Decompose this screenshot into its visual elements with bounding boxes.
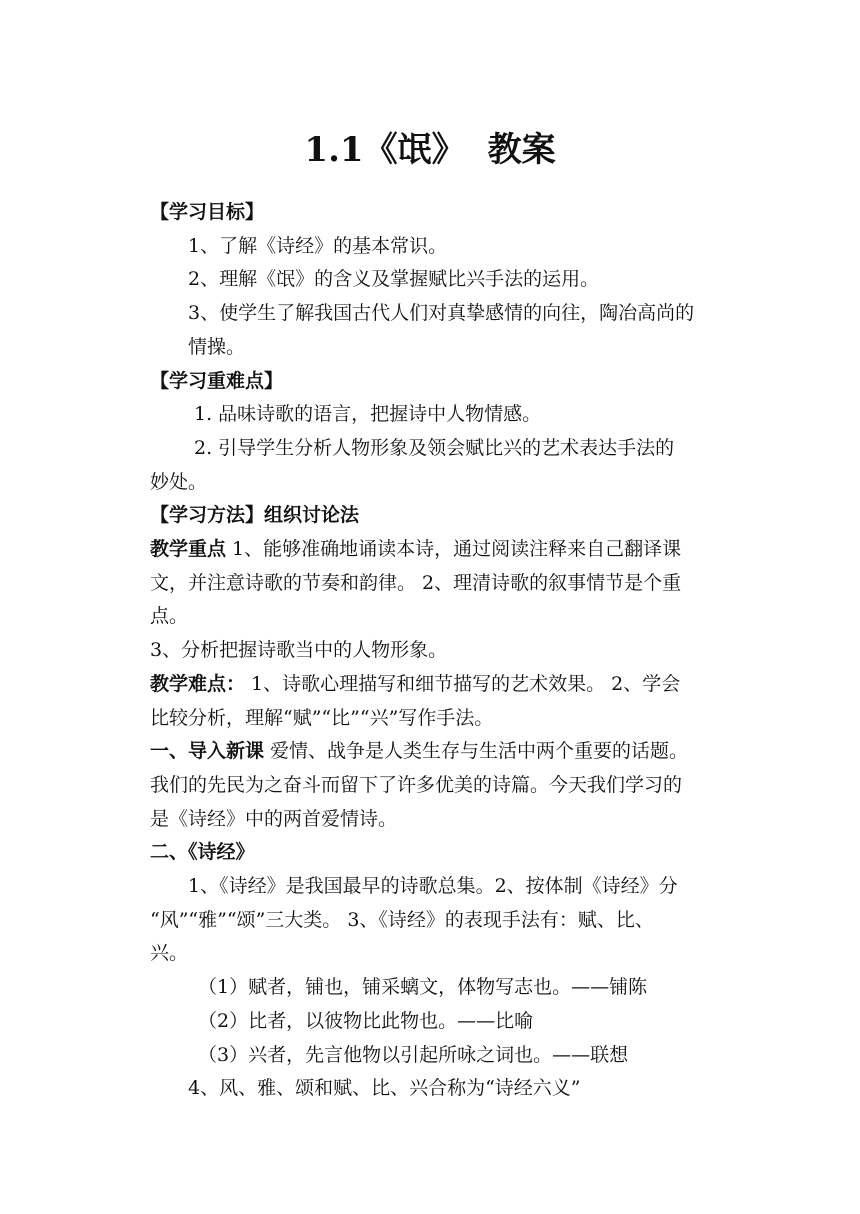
section-2-heading: 二、《诗经》 bbox=[150, 841, 255, 864]
page-title bbox=[0, 122, 860, 171]
section-2-line-2: “风”“雅”“颂”三大类。 3、《诗经》的表现手法有：赋、比、 bbox=[150, 908, 654, 931]
section-1-label: 一、导入新课 bbox=[150, 740, 265, 763]
teaching-focus-line-4: 3、分析把握诗歌当中的人物形象。 bbox=[150, 639, 448, 662]
teaching-focus-line-3: 点。 bbox=[150, 605, 189, 628]
section-2-sub-3: （3）兴者，先言他物以引起所咏之词也。——联想 bbox=[198, 1043, 629, 1066]
teaching-focus-line-2: 文，并注意诗歌的节奏和韵律。 2、理清诗歌的叙事情节是个重 bbox=[150, 571, 682, 594]
section-2-line-3: 兴。 bbox=[150, 942, 189, 965]
goal-item-1: 1、了解《诗经》的基本常识。 bbox=[188, 234, 448, 257]
section-2-sub-2: （2）比者，以彼物比此物也。——比喻 bbox=[198, 1009, 534, 1032]
title-lesson: 1.1《氓》 bbox=[304, 130, 466, 170]
teaching-focus-line-1 bbox=[150, 533, 720, 567]
section-1-text-1: 爱情、战争是人类生存与生活中两个重要的话题。 bbox=[264, 740, 689, 763]
method-heading: 【学习方法】组织讨论法 bbox=[150, 504, 360, 527]
section-1-line-1 bbox=[150, 735, 720, 769]
goals-heading: 【学习目标】 bbox=[150, 201, 265, 223]
teaching-focus-label: 教学重点 bbox=[150, 538, 227, 561]
goal-item-3-cont: 情操。 bbox=[188, 335, 246, 358]
section-1-line-3: 是《诗经》中的两首爱情诗。 bbox=[150, 807, 398, 830]
title-suffix: 教案 bbox=[487, 130, 556, 170]
section-2-line-1: 1、《诗经》是我国最早的诗歌总集。2、按体制《诗经》分 bbox=[188, 875, 678, 898]
teaching-difficulty-line-2: 比较分析，理解“赋”“比”“兴”写作手法。 bbox=[150, 706, 494, 729]
key-point-2: 2. 引导学生分析人物形象及领会赋比兴的艺术表达手法的 bbox=[194, 436, 675, 459]
teaching-focus-text-1: 1、能够准确地诵读本诗，通过阅读注释来自己翻译课 bbox=[226, 538, 682, 561]
document-body bbox=[150, 196, 720, 1106]
key-points-heading: 【学习重难点】 bbox=[150, 369, 284, 392]
key-point-2-cont: 妙处。 bbox=[150, 470, 208, 493]
section-2-sub-1: （1）赋者，铺也，铺采螭文，体物写志也。——铺陈 bbox=[198, 976, 648, 999]
section-2-line-4: 4、风、雅、颂和赋、比、兴合称为“诗经六义” bbox=[188, 1077, 581, 1100]
goal-item-3: 3、使学生了解我国古代人们对真挚感情的向往，陶冶高尚的 bbox=[188, 302, 695, 325]
teaching-difficulty-line-1 bbox=[150, 668, 720, 702]
section-1-line-2: 我们的先民为之奋斗而留下了许多优美的诗篇。今天我们学习的 bbox=[150, 773, 683, 796]
goal-item-2: 2、理解《氓》的含义及掌握赋比兴手法的运用。 bbox=[188, 268, 600, 291]
key-point-1: 1. 品味诗歌的语言，把握诗中人物情感。 bbox=[194, 403, 542, 426]
teaching-difficulty-label: 教学难点： bbox=[150, 672, 246, 695]
teaching-difficulty-text-1: 1、诗歌心理描写和细节描写的艺术效果。 2、学会 bbox=[245, 672, 681, 695]
